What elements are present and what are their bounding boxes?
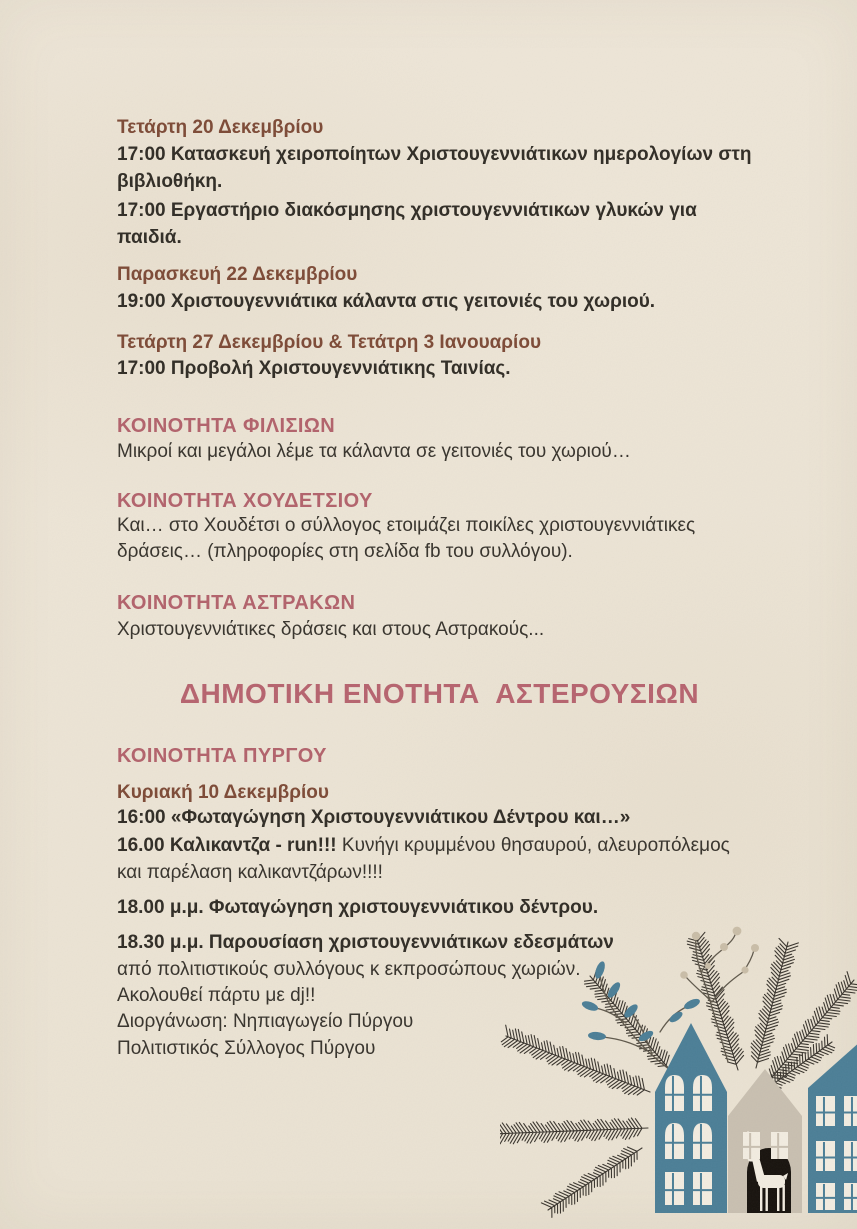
date-heading: Τετάρτη 20 Δεκεμβρίου bbox=[117, 117, 324, 138]
event-line: 19:00 Χριστουγεννιάτικα κάλαντα στις γειτονιές του χωριού. bbox=[117, 291, 656, 312]
section-title: ΔΗΜΟΤΙΚΗ ΕΝΟΤΗΤΑ ΑΣΤΕΡΟΥΣΙΩΝ bbox=[179, 678, 700, 709]
event-line: 17:00 Προβολή Χριστουγεννιάτικης Ταινίας. bbox=[117, 358, 511, 379]
community-heading: ΚΟΙΝΟΤΗΤΑ ΠΥΡΓΟΥ bbox=[117, 745, 327, 767]
community-heading: ΚΟΙΝΟΤΗΤΑ ΧΟΥΔΕΤΣΙΟΥ bbox=[117, 490, 373, 512]
community-text: Χριστουγεννιάτικες δράσεις και στους Αστρακούς... bbox=[117, 619, 545, 640]
event-line: από πολιτιστικούς συλλόγους κ εκπροσώπους χωριών. bbox=[117, 959, 581, 980]
event-line: βιβλιοθήκη. bbox=[117, 171, 223, 192]
beige-house bbox=[728, 1069, 802, 1213]
community-text: δράσεις… (πληροφορίες στη σελίδα fb του συλλόγου). bbox=[117, 541, 573, 562]
event-time-label: 16.00 Καλικαντζα - run!!! bbox=[117, 835, 337, 856]
community-text: Μικροί και μεγάλοι λέμε τα κάλαντα σε γειτονιές του χωριού… bbox=[117, 441, 631, 462]
event-line: παιδιά. bbox=[117, 227, 182, 248]
event-line: 17:00 Κατασκευή χειροποίητων Χριστουγεννιάτικων ημερολογίων στη bbox=[117, 144, 752, 165]
community-text: Και… στο Χουδέτσι ο σύλλογος ετοιμάζει ποικίλες χριστουγεννιάτικες bbox=[117, 515, 696, 536]
community-heading: ΚΟΙΝΟΤΗΤΑ ΑΣΤΡΑΚΩΝ bbox=[117, 592, 356, 614]
date-heading: Παρασκευή 22 Δεκεμβρίου bbox=[117, 264, 358, 285]
event-line bbox=[117, 834, 730, 858]
event-line: και παρέλαση καλικαντζάρων!!!! bbox=[117, 862, 383, 883]
event-line: 18.30 μ.μ. Παρουσίαση χριστουγεννιάτικων εδεσμάτων bbox=[117, 932, 614, 953]
event-text: Κυνήγι κρυμμένου θησαυρού, αλευροπόλεμος bbox=[341, 835, 730, 856]
event-line: Πολιτιστικός Σύλλογος Πύργου bbox=[117, 1038, 376, 1059]
houses-illustration bbox=[500, 920, 857, 1229]
community-heading: ΚΟΙΝΟΤΗΤΑ ΦΙΛΙΣΙΩΝ bbox=[117, 415, 336, 437]
event-line: 16:00 «Φωταγώγηση Χριστουγεννιάτικου Δέντρου και…» bbox=[117, 807, 631, 828]
date-heading: Κυριακή 10 Δεκεμβρίου bbox=[117, 782, 329, 803]
event-line: 17:00 Εργαστήριο διακόσμησης χριστουγεννιάτικων γλυκών για bbox=[117, 200, 697, 221]
event-line: Διοργάνωση: Νηπιαγωγείο Πύργου bbox=[117, 1011, 414, 1032]
event-line: Ακολουθεί πάρτυ με dj!! bbox=[117, 985, 316, 1006]
date-heading: Τετάρτη 27 Δεκεμβρίου & Τετάτρη 3 Ιανουαρίου bbox=[117, 332, 542, 353]
event-line: 18.00 μ.μ. Φωταγώγηση χριστουγεννιάτικου δέντρου. bbox=[117, 897, 599, 918]
